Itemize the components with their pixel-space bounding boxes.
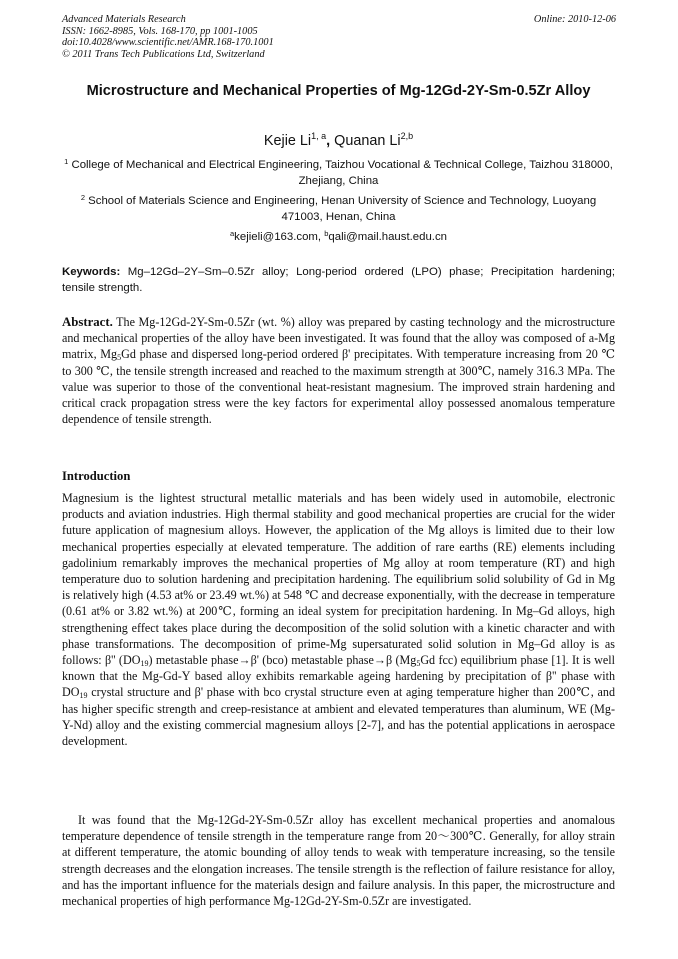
affiliation-1-mark: 1 <box>64 157 69 166</box>
affiliation-2-mark: 2 <box>80 193 85 202</box>
intro-p1-part-d: crystal structure and β' phase with bco crystal structure even at aging temperature higher than 200℃, and has higher specific strength and creep-resistance at ambient and elevated temperatures than aluminum, WE (Mg-Y-Nd) alloy and the existing commercial magnesium alloys [2-7], and has the potential applications in aerospace development. <box>62 685 615 749</box>
author-emails <box>62 229 615 245</box>
email-2[interactable]: qali@mail.haust.edu.cn <box>328 231 447 243</box>
author-1-name: Kejie Li <box>263 133 312 149</box>
intro-p2-text: It was found that the Mg-12Gd-2Y-Sm-0.5Zr alloy has excellent mechanical properties and anomalous temperature dependence of tensile strength in the temperature range from 20～300℃. Generally, for alloy strain at different temperature, the atomic bounding of alloy tends to weak with temperature increasing, so the tensile strength decreases and the elongation increases. The tensile strength is the reflection of failure resistance for alloy, and has the important influence for the materials design and failure analysis. In this paper, the microstructure and mechanical properties of high performance Mg-12Gd-2Y-Sm-0.5Zr are investigated. <box>62 813 615 909</box>
doi-line: doi:10.4028/www.scientific.net/AMR.168-170.1001 <box>62 37 274 49</box>
abstract-subscript: 5 <box>117 353 122 363</box>
intro-p1-part-a: Magnesium is the lightest structural metallic materials and has been widely used in automobile, electronic products and aviation industries. High thermal stability and good mechanical properties are crucial for the wider future application of magnesium alloys. However, the application of the Mg alloys is limited due to their low mechanical properties especially at elevated temperature. The addition of rare earths (RE) elements including gadolinium remarkably improves the mechanical properties of Mg alloy at room temperature (RT) and high temperature duo to solution hardening and precipitation hardening. The equilibrium solid solubility of Gd in Mg is relatively high (4.53 at% or 23.49 wt.%) at 548 ℃ and decrease exponentially, with the decrease in temperature (0.61 at% or 3.82 wt.%) at 200℃, forming an ideal system for precipitation hardening. In Mg–Gd alloys, high strengthening effect takes place during the decomposition of the solid solution with a kinetic character and with phase transformations. The decomposition of prime-Mg supersaturated solid solution in Mg–Gd alloy is as follows: β'' (DO <box>62 491 615 668</box>
copyright-line: © 2011 Trans Tech Publications Ltd, Switzerland <box>62 49 265 61</box>
journal-header <box>62 14 382 61</box>
email-1-mark: a <box>230 229 235 238</box>
affiliation-1 <box>62 157 615 189</box>
keywords-label: Keywords: <box>62 266 121 278</box>
author-line <box>62 131 615 151</box>
affiliation-1-text: College of Mechanical and Electrical Engineering, Taizhou Vocational & Technical College, Taizhou 318000, Zhejiang, China <box>68 159 613 187</box>
introduction-paragraph-1 <box>62 490 615 749</box>
affiliation-2-text: School of Materials Science and Engineering, Henan University of Science and Technology, Luoyang 471003, Henan, China <box>84 195 597 223</box>
journal-name: Advanced Materials Research <box>62 14 186 25</box>
abstract-block <box>62 314 615 427</box>
intro-p1-sub-2: 5 <box>416 659 421 669</box>
intro-p1-sub-1: 19 <box>140 659 149 669</box>
author-2-name: Quanan Li <box>334 133 401 149</box>
keywords-block <box>62 264 615 296</box>
abstract-text-2: Gd phase and dispersed long-period ordered β' precipitates. With temperature increasing from 20 ℃ to 300 ℃, the tensile strength increased and reached to the maximum strength at 300℃, namely 316.3 MPa. The value was superior to those of the conventional heat-resistant magnesium. The improved strain hardening and critical crack propagation stress were the key factors for experimental alloy possessed anomalous temperature dependence of tensile strength. <box>62 347 616 427</box>
author-separator: , <box>326 133 335 149</box>
author-1-affil-mark: 1, a <box>311 131 327 141</box>
email-2-mark: b <box>324 229 329 238</box>
introduction-paragraph-2 <box>62 812 615 909</box>
intro-p1-sub-3: 19 <box>79 691 88 701</box>
issn-line: ISSN: 1662-8985, Vols. 168-170, pp 1001-1005 <box>62 25 258 37</box>
abstract-text-1: The Mg-12Gd-2Y-Sm-0.5Zr (wt. %) alloy was prepared by casting technology and the microstructure and mechanical properties of the alloy have been investigated. It was found that the alloy was composed of a-Mg matrix, Mg <box>62 315 615 362</box>
introduction-heading: Introduction <box>62 469 131 483</box>
online-date: Online: 2010-12-06 <box>533 14 616 25</box>
email-1[interactable]: kejieli@163.com, <box>234 231 325 243</box>
abstract-label: Abstract. <box>62 315 113 329</box>
intro-p1-part-b: ) metastable phase→β' (bco) metastable phase→β (Mg <box>148 653 417 668</box>
paper-title: Microstructure and Mechanical Properties of Mg-12Gd-2Y-Sm-0.5Zr Alloy <box>86 83 591 99</box>
intro-p1-part-c: Gd fcc) equilibrium phase [1]. It is well known that the Mg-Gd-Y based alloy exhibits remarkable ageing hardening by precipitation of β'' phase with DO <box>62 653 615 700</box>
author-2-affil-mark: 2,b <box>400 131 414 141</box>
affiliation-2 <box>62 193 615 225</box>
keywords-text: Mg–12Gd–2Y–Sm–0.5Zr alloy; Long-period ordered (LPO) phase; Precipitation hardening; tensile strength. <box>62 266 615 294</box>
